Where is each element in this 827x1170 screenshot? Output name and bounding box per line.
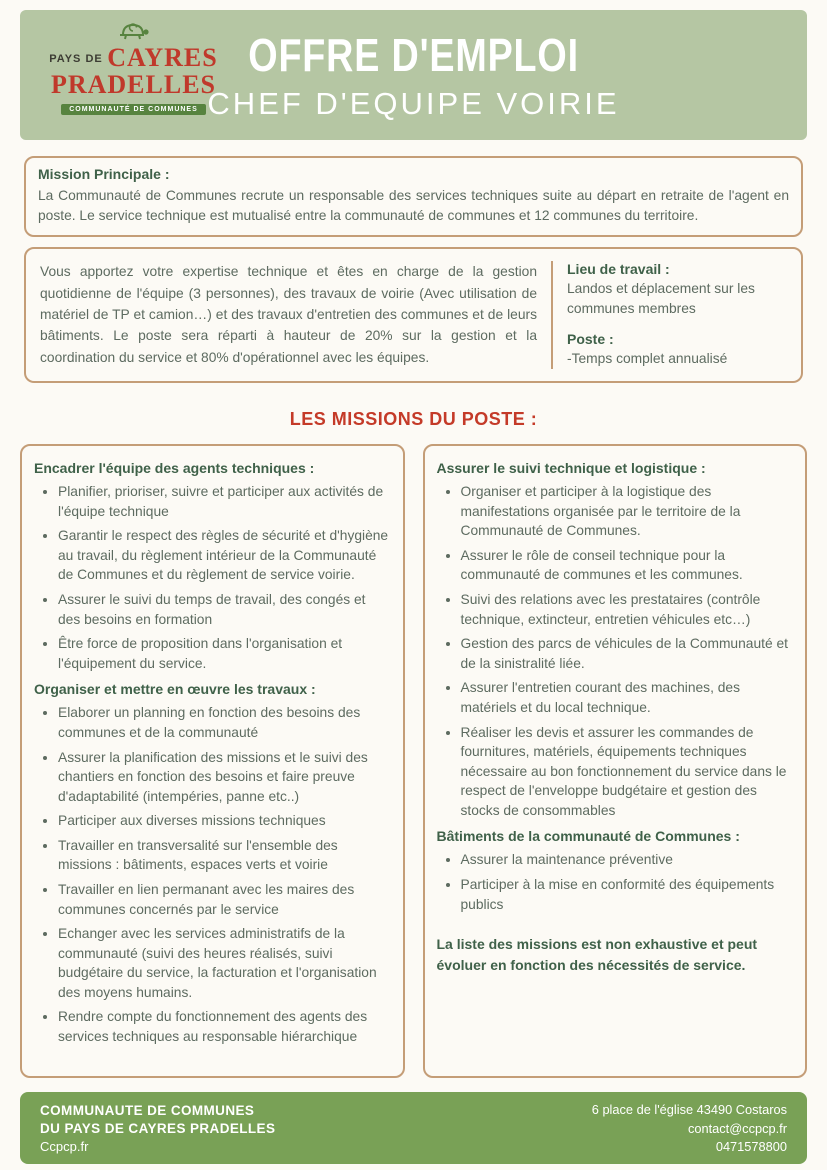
footer-org-line2: DU PAYS DE CAYRES PRADELLES xyxy=(40,1121,276,1137)
bullet-item: • Réaliser les devis et assurer les commandes de fournitures, matériels, équipements techniques nécessaire au bon fonctionnement du service dans le respect de l'enveloppe budgétaire et gestion des stocks de consommables xyxy=(461,723,794,821)
bullet-list xyxy=(437,482,794,820)
mission-box xyxy=(24,156,803,237)
bullet-list xyxy=(437,850,794,914)
logo-ribbon: COMMUNAUTÉ DE COMMUNES xyxy=(61,104,206,115)
bullet-list xyxy=(34,703,391,1046)
bullet-item: • Planifier, prioriser, suivre et participer aux activités de l'équipe technique xyxy=(58,482,391,521)
bullet-item: • Participer à la mise en conformité des équipements publics xyxy=(461,875,794,914)
bullet-item: • Garantir le respect des règles de sécurité et d'hygiène au travail, du règlement intérieur de la Communauté de Communes et du règlement de service voirie. xyxy=(58,526,391,585)
bullet-item: • Assurer le rôle de conseil technique pour la communauté de communes et les communes. xyxy=(461,546,794,585)
bullet-item: • Assurer l'entretien courant des machines, des matériels et du local technique. xyxy=(461,678,794,717)
missions-section-title: LES MISSIONS DU POSTE : xyxy=(289,409,538,430)
job-conditions xyxy=(553,261,801,369)
footer-contact xyxy=(592,1102,787,1154)
logo-prefix: PAYS DE xyxy=(49,53,103,65)
poste-label: Poste : xyxy=(567,331,614,348)
missions-columns xyxy=(20,444,807,1078)
bullet-item: • Organiser et participer à la logistique des manifestations organisée par le territoire de la Communauté de Communes. xyxy=(461,482,794,541)
bullet-item: • Echanger avec les services administratifs de la communauté (suivi des heures réalisés, suivi budgétaire du service, la facturation et l'organisation des moyens humains. xyxy=(58,924,391,1002)
bullet-item: • Elaborer un planning en fonction des besoins des communes et de la communauté xyxy=(58,703,391,742)
bullet-item: • Assurer la planification des missions et le suivi des chantiers en fonction des besoins et faire preuve d'adaptabilité (intempéries, panne etc..) xyxy=(58,748,391,807)
bullet-item: • Participer aux diverses missions techniques xyxy=(58,811,391,831)
page-title: OFFRE D'EMPLOI xyxy=(248,29,579,81)
page-subtitle: CHEF D'EQUIPE VOIRIE xyxy=(207,86,620,121)
poste-text: -Temps complet annualisé xyxy=(567,351,728,367)
details-box xyxy=(24,247,803,383)
bullet-item: • Assurer la maintenance préventive xyxy=(461,850,794,870)
org-logo xyxy=(36,18,231,115)
logo-name-line1 xyxy=(36,44,231,71)
job-description-text: Vous apportez votre expertise technique et êtes en charge de la gestion quotidienne de l'équipe (3 personnes), des travaux de voirie (Avec utilisation de matériel de TP et camion…) et des travaux d'entretien des communes et de leurs bâtiments. Le poste sera réparti à hauteur de 20% sur la gestion et la coordination du service et 80% d'opérationnel avec les équipes. xyxy=(40,264,537,365)
footer-website: Ccpcp.fr xyxy=(40,1139,89,1155)
lieu-text: Landos et déplacement sur les communes membres xyxy=(567,281,755,317)
section-heading: Encadrer l'équipe des agents techniques : xyxy=(34,460,315,477)
logo-name-bottom: PRADELLES xyxy=(50,70,217,100)
footer-banner xyxy=(20,1092,807,1164)
mission-text: La Communauté de Communes recrute un responsable des services techniques suite au départ en retraite de l'agent en poste. Le service technique est mutualisé entre la communauté de communes et 12 communes du territoire. xyxy=(38,188,789,223)
footer-org-line1: COMMUNAUTE DE COMMUNES xyxy=(40,1103,255,1119)
bullet-item: • Travailler en transversalité sur l'ensemble des missions : bâtiments, espaces verts et voirie xyxy=(58,836,391,875)
bullet-item: • Assurer le suivi du temps de travail, des congés et des besoins en formation xyxy=(58,590,391,629)
section-heading: Bâtiments de la communauté de Communes : xyxy=(436,828,740,845)
lieu-label: Lieu de travail : xyxy=(567,261,670,278)
missions-left-box xyxy=(20,444,405,1078)
missions-right-box xyxy=(423,444,808,1078)
bullet-item: • Suivi des relations avec les prestataires (contrôle technique, extincteur, entretien véhicules etc…) xyxy=(461,590,794,629)
mission-label: Mission Principale : xyxy=(38,166,170,182)
bullet-item: • Rendre compte du fonctionnement des agents des services techniques au responsable hiérarchique xyxy=(58,1007,391,1046)
turtle-icon xyxy=(36,18,231,44)
footer-phone: 0471578800 xyxy=(715,1139,787,1155)
bullet-list xyxy=(34,482,391,673)
section-heading: Assurer le suivi technique et logistique : xyxy=(436,460,706,477)
footer-address: 6 place de l'église 43490 Costaros xyxy=(591,1102,787,1118)
header-banner xyxy=(20,10,807,140)
footer-org xyxy=(40,1102,275,1154)
bullet-item: • Gestion des parcs de véhicules de la Communauté et de la sinistralité liée. xyxy=(461,634,794,673)
logo-name-top: CAYRES xyxy=(107,43,218,72)
job-description xyxy=(26,261,553,369)
section-heading: Organiser et mettre en œuvre les travaux : xyxy=(34,681,316,698)
bullet-item: • Travailler en lien permanant avec les maires des communes concernés par le service xyxy=(58,880,391,919)
bullet-item: • Être force de proposition dans l'organisation et l'équipement du service. xyxy=(58,634,391,673)
missions-note: La liste des missions est non exhaustive et peut évoluer en fonction des nécessités de service. xyxy=(436,936,758,974)
footer-email: contact@ccpcp.fr xyxy=(687,1120,787,1136)
